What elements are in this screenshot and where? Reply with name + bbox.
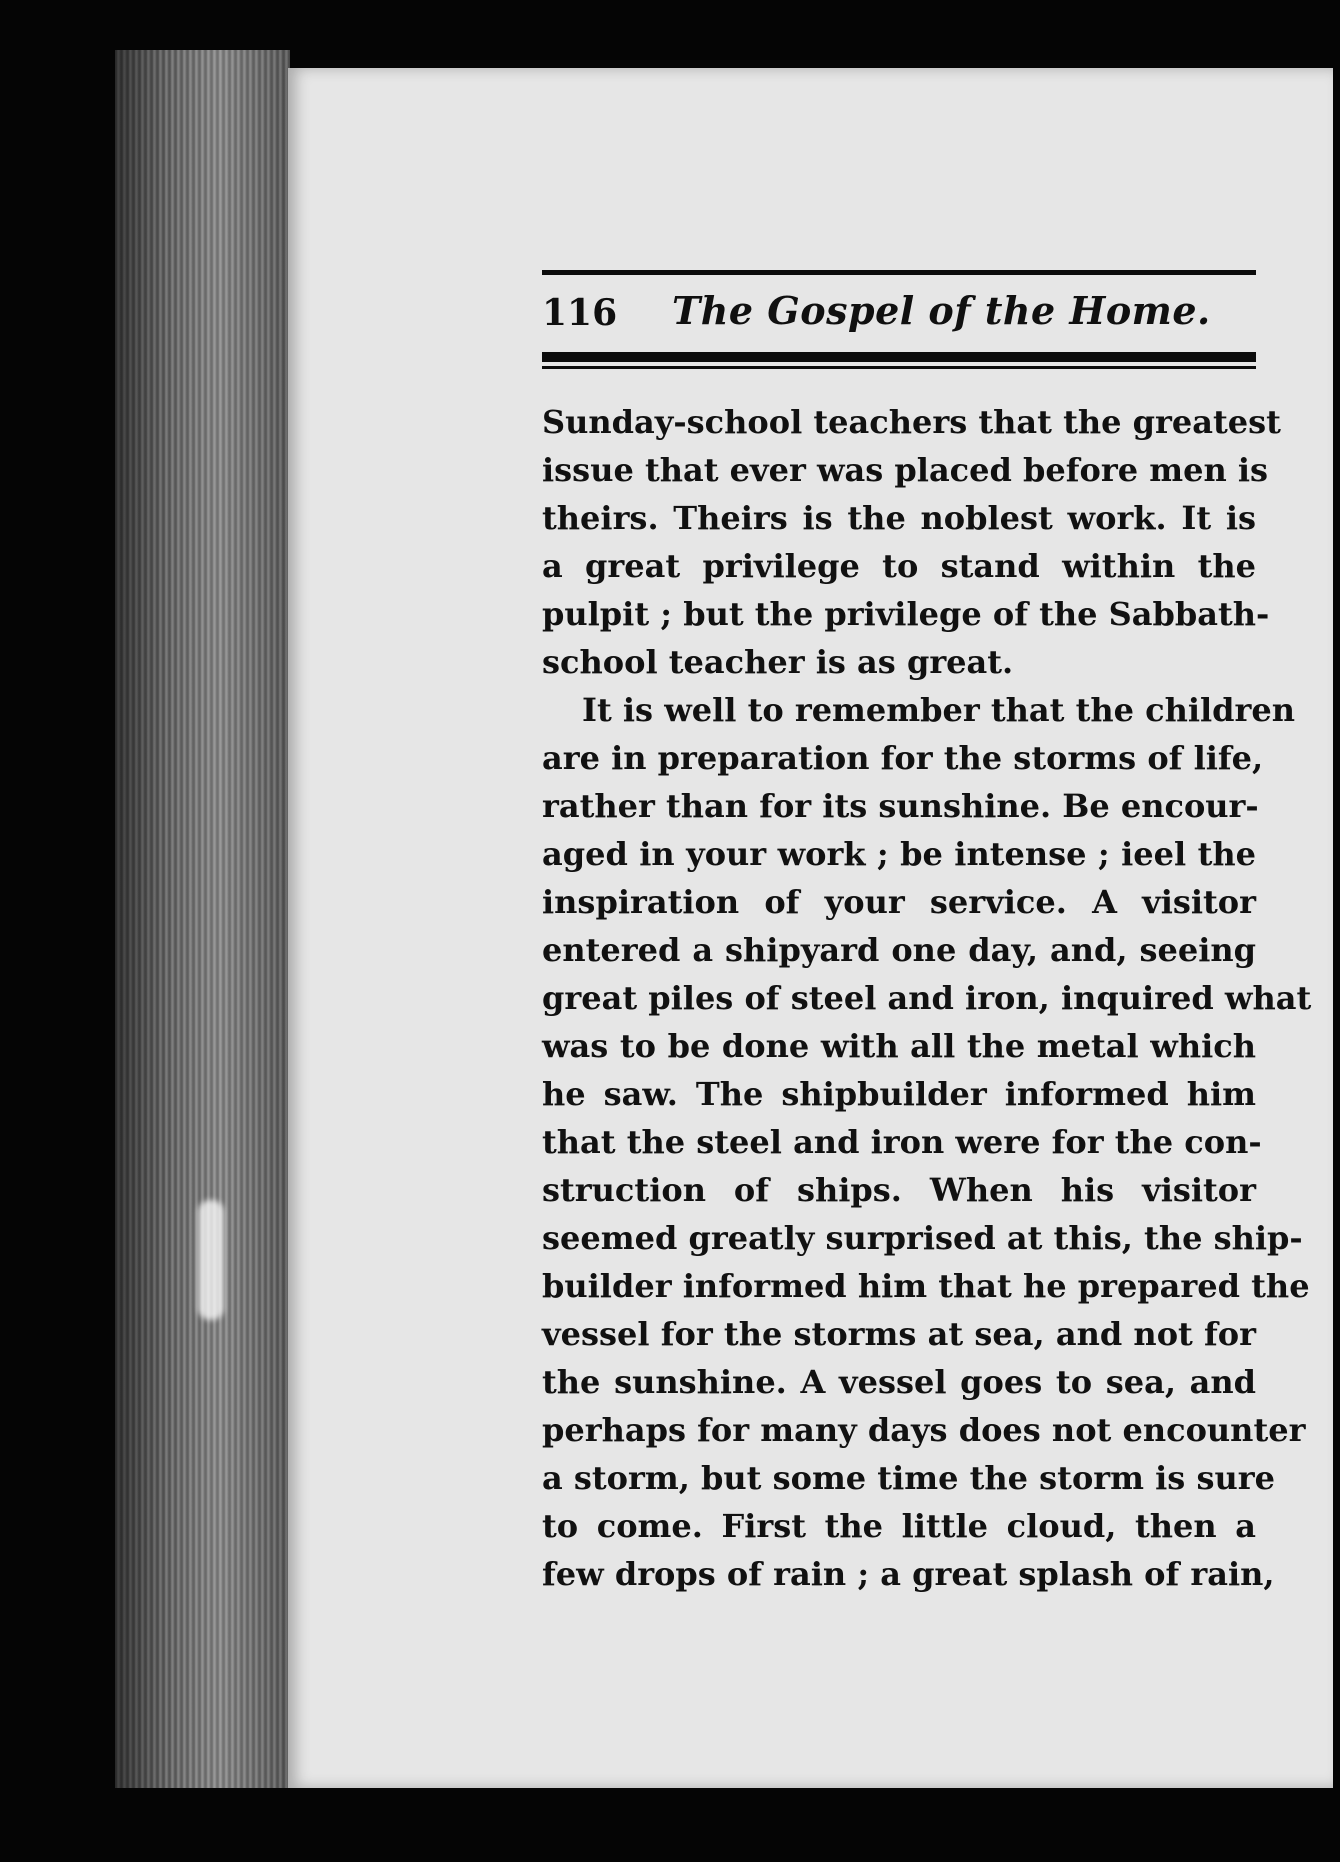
text-line: few drops of rain ; a great splash of rain, [542,1555,1275,1593]
running-title: The Gospel of the Home. [672,288,1211,333]
text-line: seemed greatly surprised at this, the ship- [542,1219,1303,1257]
book-page-edges [115,50,290,1788]
body-text [542,398,1312,1598]
page-edge-glare [198,1200,224,1320]
text-line: a storm, but some time the storm is sure [542,1459,1275,1497]
text-line: great piles of steel and iron, inquired what [542,979,1312,1017]
text-line: aged in your work ; be intense ; ieel the [542,835,1256,873]
text-line: builder informed him that he prepared the [542,1267,1310,1305]
text-line: inspiration of your service. A visitor [542,883,1256,921]
text-line: perhaps for many days does not encounter [542,1411,1306,1449]
text-line: to come. First the little cloud, then a [542,1507,1256,1545]
text-line: the sunshine. A vessel goes to sea, and [542,1363,1256,1401]
header-rule-top [542,270,1256,275]
text-line: theirs. Theirs is the noblest work. It is [542,499,1256,537]
paragraph-1 [542,398,1281,686]
text-line: struction of ships. When his visitor [542,1171,1256,1209]
text-line: It is well to remember that the children [582,691,1296,729]
text-line: pulpit ; but the privilege of the Sabbath- [542,595,1270,633]
text-line: vessel for the storms at sea, and not for [542,1315,1256,1353]
text-line: entered a shipyard one day, and, seeing [542,931,1256,969]
text-line: he saw. The shipbuilder informed him [542,1075,1256,1113]
text-line: school teacher is as great. [542,643,1014,681]
text-line: rather than for its sunshine. Be encour- [542,787,1259,825]
text-line: issue that ever was placed before men is [542,451,1269,489]
text-line: a great privilege to stand within the [542,547,1256,585]
paragraph-2 [542,686,1312,1598]
text-line: are in preparation for the storms of life, [542,739,1264,777]
text-line: that the steel and iron were for the con- [542,1123,1262,1161]
running-head [542,288,1256,348]
text-line: Sunday-school teachers that the greatest [542,403,1281,441]
header-rule-bottom-thin [542,366,1256,369]
text-line: was to be done with all the metal which [542,1027,1256,1065]
page-number: 116 [542,292,618,334]
header-rule-bottom [542,352,1256,362]
